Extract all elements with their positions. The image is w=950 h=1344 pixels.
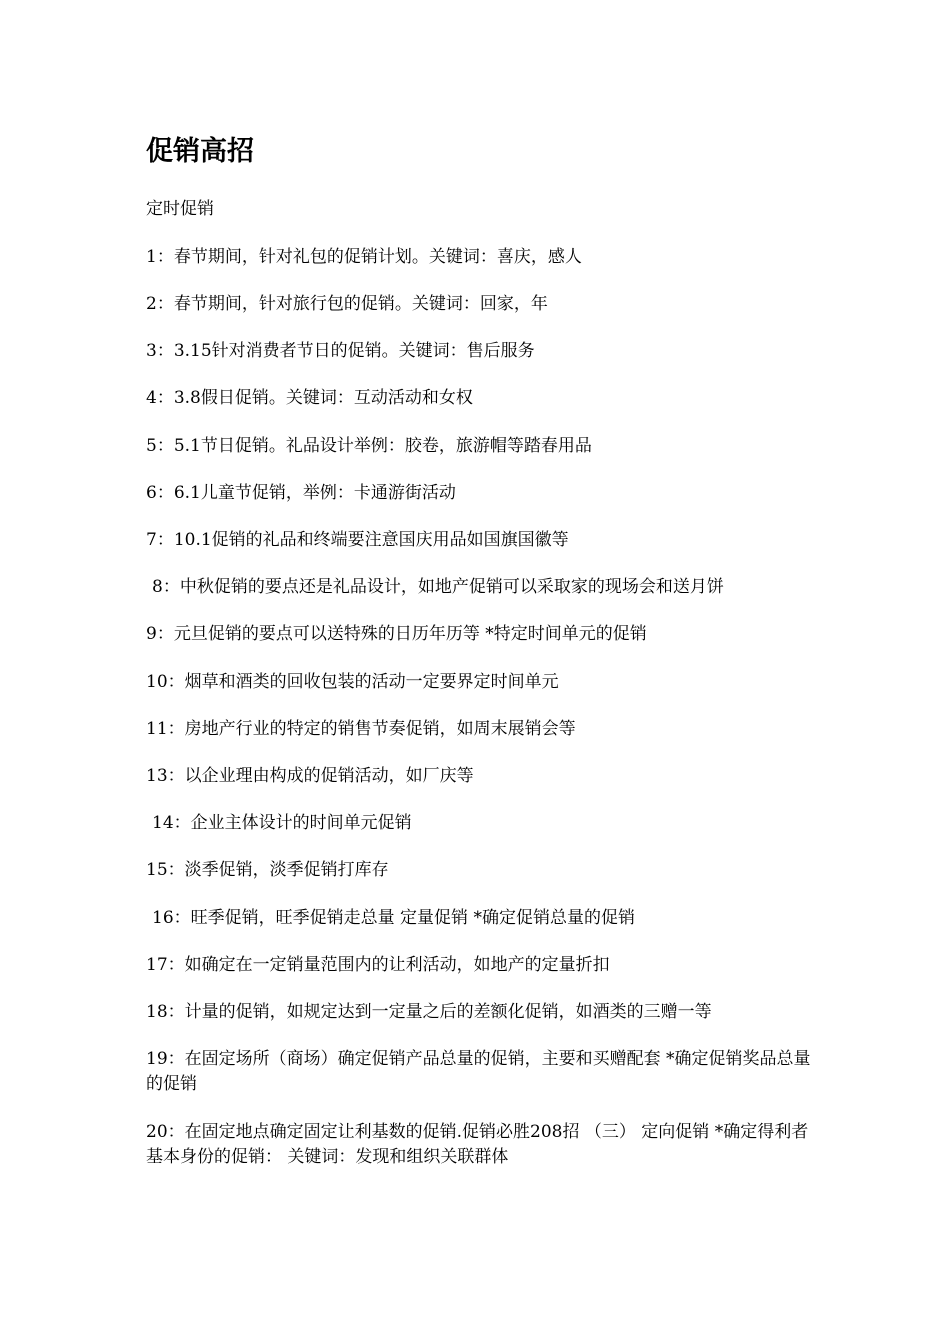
list-item: 20：在固定地点确定固定让利基数的促销.促销必胜208招 （三） 定向促销 *确定得利者基本身份的促销： 关键词：发现和组织关联群体: [146, 1122, 809, 1167]
list-item: 19：在固定场所（商场）确定促销产品总量的促销，主要和买赠配套 *确定促销奖品总量的促销: [146, 1049, 811, 1094]
list-item: 8：中秋促销的要点还是礼品设计，如地产促销可以采取家的现场会和送月饼: [152, 577, 724, 597]
list-item: 10：烟草和酒类的回收包装的活动一定要界定时间单元: [146, 672, 559, 692]
list-item: 5：5.1节日促销。礼品设计举例：胶卷，旅游帽等踏春用品: [146, 436, 592, 456]
list-item: 1：春节期间，针对礼包的促销计划。关键词：喜庆，感人: [146, 247, 582, 267]
list-item: 2：春节期间，针对旅行包的促销。关键词：回家，年: [146, 294, 548, 314]
list-item: 17：如确定在一定销量范围内的让利活动，如地产的定量折扣: [146, 955, 610, 975]
list-item: 13：以企业理由构成的促销活动，如厂庆等: [146, 766, 474, 786]
page-title: 促销高招: [146, 136, 254, 167]
list-item: 14：企业主体设计的时间单元促销: [152, 813, 412, 833]
list-item: 7：10.1促销的礼品和终端要注意国庆用品如国旗国徽等: [146, 530, 569, 550]
list-item: 3：3.15针对消费者节日的促销。关键词：售后服务: [146, 341, 535, 361]
list-item: 4：3.8假日促销。关键词：互动活动和女权: [146, 388, 473, 408]
list-item: 16：旺季促销，旺季促销走总量 定量促销 *确定促销总量的促销: [152, 908, 635, 928]
list-item: 9：元旦促销的要点可以送特殊的日历年历等 *特定时间单元的促销: [146, 624, 647, 644]
list-item: 15：淡季促销，淡季促销打库存: [146, 860, 389, 880]
list-item: 6：6.1儿童节促销，举例：卡通游街活动: [146, 483, 456, 503]
list-item: 11：房地产行业的特定的销售节奏促销，如周末展销会等: [146, 719, 576, 739]
list-item: 18：计量的促销，如规定达到一定量之后的差额化促销，如酒类的三赠一等: [146, 1002, 712, 1022]
section-heading: 定时促销: [146, 199, 214, 219]
